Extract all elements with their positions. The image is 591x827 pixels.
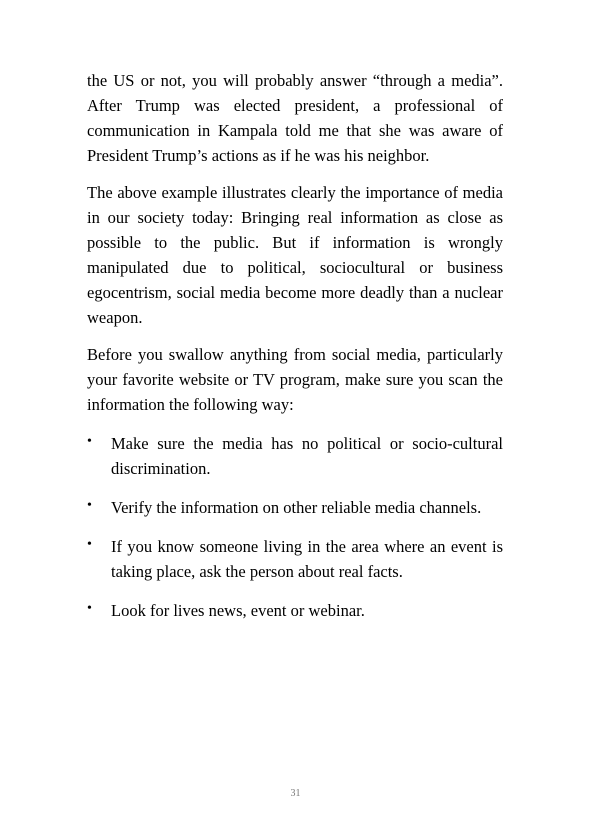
list-item-text: Verify the information on other reliable media channels. xyxy=(111,498,482,517)
bullet-icon: • xyxy=(87,498,92,513)
list-item-text: If you know someone living in the area where an event is taking place, ask the person about real facts. xyxy=(111,537,503,581)
list-item xyxy=(87,534,503,584)
list-item xyxy=(87,598,503,623)
page-body xyxy=(87,68,503,623)
list-item xyxy=(87,495,503,520)
paragraph: The above example illustrates clearly the importance of media in our society today: Bringing real information as close as possible to the public. But if information is wrongly manipulated due to political, sociocultural or business egocentrism, social media become more deadly than a nuclear weapon. xyxy=(87,183,503,327)
list-item xyxy=(87,431,503,481)
bullet-icon: • xyxy=(87,537,92,552)
paragraph: Before you swallow anything from social media, particularly your favorite website or TV program, make sure you scan the information the following way: xyxy=(87,345,503,414)
bullet-icon: • xyxy=(87,601,92,616)
bullet-list xyxy=(87,431,503,623)
paragraph: the US or not, you will probably answer “through a media”. After Trump was elected president, a professional of communication in Kampala told me that she was aware of President Trump’s actions as if he was his neighbor. xyxy=(87,71,503,165)
page-number: 31 xyxy=(290,788,301,799)
list-item-text: Make sure the media has no political or socio-cultural discrimination. xyxy=(111,434,503,478)
bullet-icon: • xyxy=(87,434,92,449)
list-item-text: Look for lives news, event or webinar. xyxy=(111,601,365,620)
